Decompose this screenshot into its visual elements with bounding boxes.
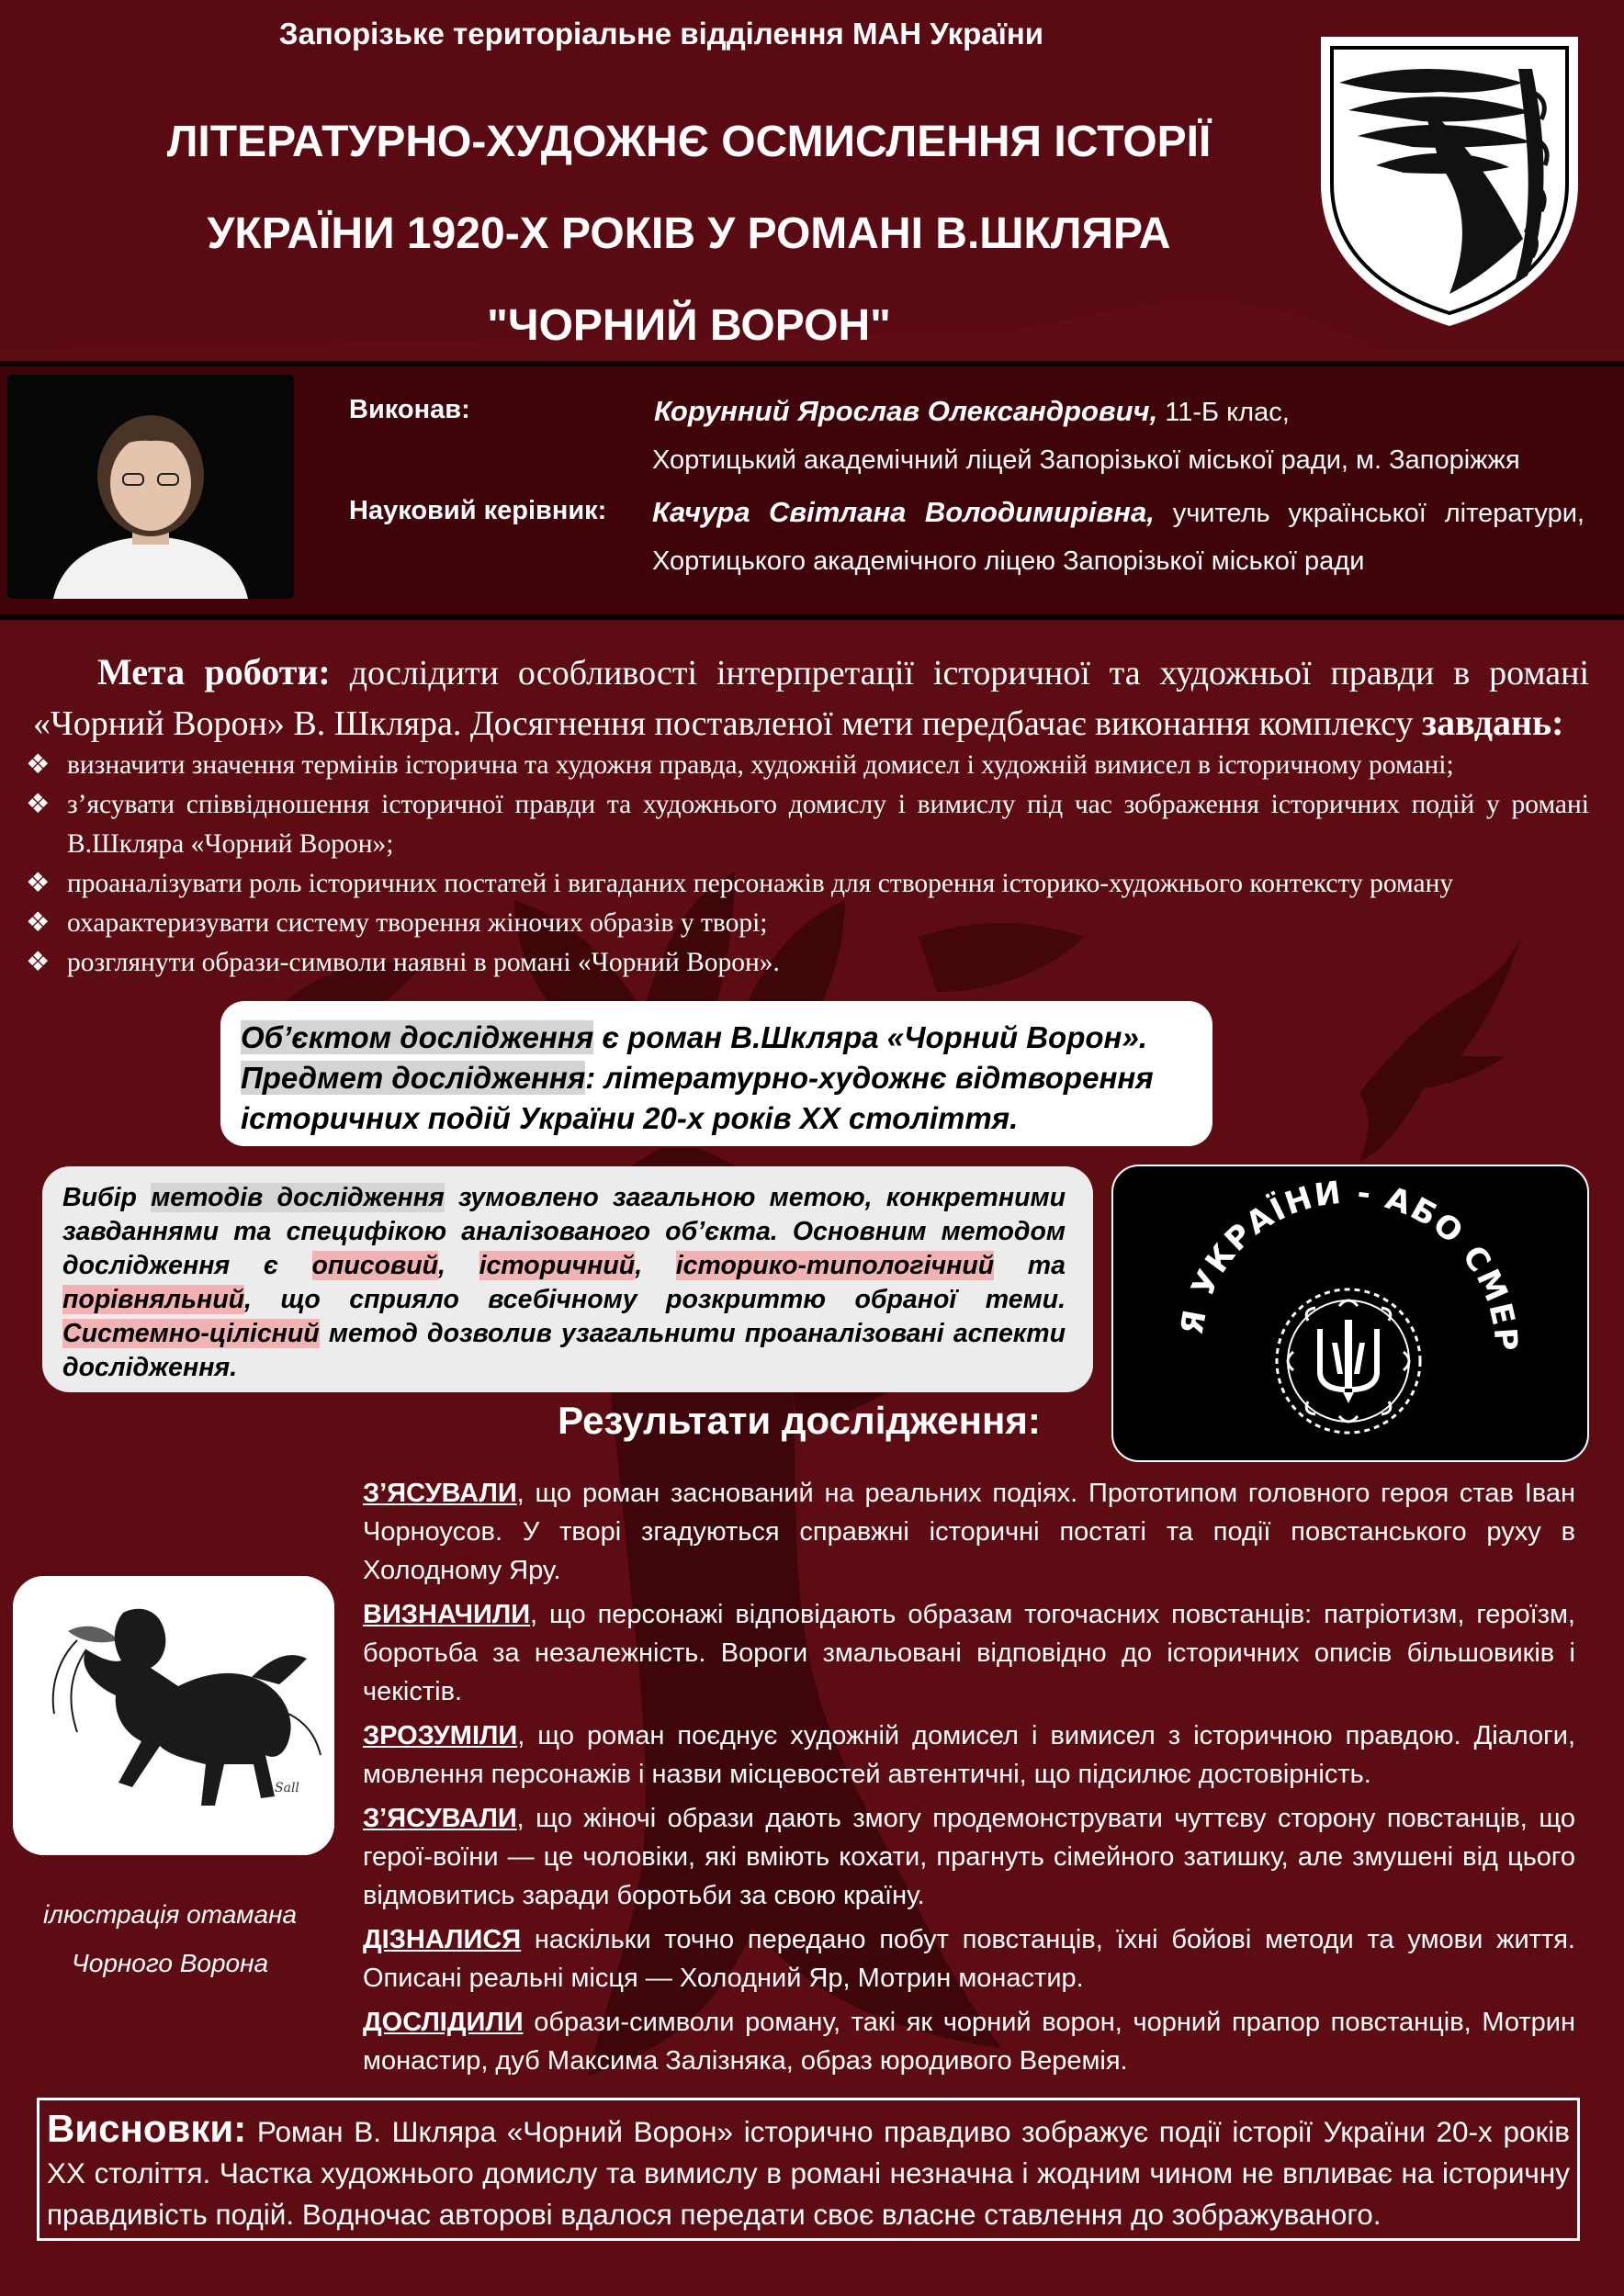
diamond-bullet-icon: ❖ — [26, 908, 51, 938]
conclusions-label: Висновки: — [47, 2107, 247, 2150]
result-text: , що роман заснований на реальних подіях. Прототипом головного героя став Іван Чорноусов. У творі згадуються справжні історичні постаті та події повстанського руху в Холодному Яру. — [363, 1479, 1575, 1585]
object-label: Об’єктом дослідження — [241, 1020, 594, 1054]
task-text: з’ясувати співвідношення історичної правди та художнього домислу і вимислу під час зображення історичних подій у романі В.Шкляра «Чорний Ворон»; — [67, 790, 1589, 859]
result-keyword: ЗРОЗУМІЛИ — [363, 1721, 518, 1750]
slogan-text: Я УКРАЇНИ - АБО СМЕР — [1173, 1174, 1525, 1354]
method-systemic: Системно-цілісний — [62, 1319, 320, 1348]
methods-label: методів дослідження — [151, 1183, 445, 1212]
methods-text: метод дозволив узагальнити проаналізовані аспекти дослідження. — [62, 1319, 1066, 1382]
illustration-caption — [18, 1890, 321, 1987]
goal-paragraph — [33, 647, 1589, 748]
result-keyword: ВИЗНАЧИЛИ — [363, 1600, 531, 1629]
author-class: 11-Б клас, — [1157, 398, 1290, 427]
diamond-bullet-icon: ❖ — [26, 750, 51, 780]
result-text: , що роман поєднує художній домисел і вимисел з історичною правдою. Діалоги, мовлення персонажів і назви місцевостей автентичні, що підсилює достовірність. — [363, 1721, 1575, 1789]
list-item — [363, 1474, 1575, 1590]
horseman-sketch-icon — [13, 1576, 334, 1855]
poster-title — [55, 96, 1323, 372]
list-item — [363, 1716, 1575, 1794]
results-title: Результати дослідження: — [558, 1399, 1041, 1442]
supervisor-label: Науковий керівник: — [349, 496, 607, 525]
result-keyword: ДІЗНАЛИСЯ — [363, 1925, 522, 1954]
conclusions-box — [37, 2098, 1580, 2241]
supervisor-school: Хортицького академічного ліцею Запорізької міської ради — [652, 546, 1365, 576]
caption-line-1: ілюстрація отамана — [42, 1900, 298, 1929]
subject-text: : літературно-художнє відтворення історичних подій України 20-х років ХХ століття. — [241, 1061, 1154, 1135]
title-line-2: УКРАЇНИ 1920-Х РОКІВ У РОМАНІ В.ШКЛЯРА — [207, 209, 1171, 258]
author-photo — [7, 375, 294, 599]
svg-text:ВОЛЯ УКРАЇНИ - АБО СМЕРТЬ! — [1113, 1166, 1524, 1354]
supervisor-role: учитель української літератури, — [1154, 499, 1585, 528]
title-line-1: ЛІТЕРАТУРНО-ХУДОЖНЄ ОСМИСЛЕННЯ ІСТОРІЇ — [166, 118, 1212, 166]
person-silhouette-icon — [7, 375, 294, 599]
task-text: проаналізувати роль історичних постатей і вигаданих персонажів для створення історико-художнього контексту роману — [67, 869, 1454, 898]
list-item — [363, 1799, 1575, 1915]
method-descriptive: описовий — [311, 1251, 439, 1280]
goal-label: Мета роботи: — [97, 651, 331, 692]
list-item — [26, 864, 1589, 904]
diamond-bullet-icon: ❖ — [26, 948, 51, 977]
diamond-bullet-icon: ❖ — [26, 790, 51, 819]
list-item — [363, 1920, 1575, 1998]
list-item — [26, 904, 1589, 943]
title-line-3: "ЧОРНИЙ ВОРОН" — [487, 301, 891, 350]
result-text: наскільки точно передано побут повстанців, їхні бойові методи та умови життя. Описані реальні місця — Холодний Яр, Мотрин монастир. — [363, 1925, 1575, 1993]
methods-text: , — [438, 1251, 479, 1280]
task-text: розглянути образи-символи наявні в романі «Чорний Ворон». — [67, 948, 780, 977]
goal-text: дослідити особливості інтерпретації історичної та художньої правди в романі «Чорний Ворон» В. Шкляра. Досягнення поставленої мети передбачає виконання комплексу — [33, 654, 1590, 743]
list-item — [363, 2003, 1575, 2080]
method-historical: історичний — [479, 1251, 636, 1280]
results-list — [363, 1474, 1575, 2086]
task-text: визначити значення термінів історична та художня правда, художній домисел і художній вимисел в історичному романі; — [67, 750, 1454, 780]
methods-box — [42, 1166, 1093, 1392]
trident-ornament-icon — [1277, 1289, 1420, 1433]
result-text: образи-символи роману, такі як чорний ворон, чорний прапор повстанців, Мотрин монастир, дуб Максима Залізняка, образ юродивого Веремія. — [363, 2008, 1575, 2076]
list-item — [26, 785, 1589, 864]
illustration-image — [13, 1576, 334, 1855]
organization-name: Запорізьке територіальне відділення МАН України — [278, 17, 1044, 51]
result-keyword: ДОСЛІДИЛИ — [363, 2008, 524, 2037]
methods-text: , — [635, 1251, 676, 1280]
result-keyword: З’ЯСУВАЛИ — [363, 1479, 517, 1508]
tasks-list — [26, 746, 1589, 983]
author-label: Виконав: — [349, 395, 470, 424]
author-school: Хортицький академічний ліцей Запорізької міської ради, м. Запоріжжя — [652, 445, 1520, 475]
object-subject-box — [220, 1001, 1212, 1146]
artist-signature: Sall — [275, 1781, 299, 1795]
methods-text: Вибір — [62, 1183, 152, 1212]
raven-shield-emblem-icon — [1312, 28, 1587, 331]
supervisor-line — [652, 496, 1585, 529]
author-name: Корунний Ярослав Олександрович, — [654, 395, 1158, 427]
conclusions-text: Роман В. Шкляра «Чорний Ворон» історично правдиво зображує події історії України 20-х років ХХ століття. Частка художнього домислу та вимислу в романі незначна і жодним чином не впливає на історичну правдивість подій. Водночас авторові вдалося передати своє власне ставлення до зображуваного. — [47, 2115, 1570, 2231]
list-item — [26, 746, 1589, 785]
object-text: є роман В.Шкляра «Чорний Ворон». — [593, 1020, 1147, 1054]
result-keyword: З’ЯСУВАЛИ — [363, 1804, 517, 1833]
method-typological: історико-типологічний — [675, 1251, 995, 1280]
result-text: , що персонажі відповідають образам тогочасних повстанців: патріотизм, героїзм, боротьба за незалежність. Вороги змальовані відповідно до історичних описів більшовиків і чекістів. — [363, 1600, 1575, 1706]
list-item — [363, 1595, 1575, 1711]
result-text: , що жіночі образи дають змогу продемонструвати чуттєву сторону повстанців, що герої-воїни — це чоловіки, які вміють кохати, прагнуть сімейного затишку, але змушені від цього відмовитись заради боротьби за свою країну. — [363, 1804, 1575, 1910]
method-comparative: порівняльний — [62, 1285, 245, 1314]
author-info — [349, 395, 1585, 597]
caption-line-2: Чорного Ворона — [71, 1949, 269, 1977]
author-name-line — [654, 395, 1585, 428]
diamond-bullet-icon: ❖ — [26, 869, 51, 898]
list-item — [26, 943, 1589, 983]
methods-text: та — [994, 1251, 1066, 1280]
methods-text: зумовлено загальною метою, конкретними завданнями та специфікою аналізованого об’єкта. Основним методом дослідження є — [62, 1183, 1066, 1280]
task-text: охарактеризувати систему творення жіночих образів у творі; — [67, 908, 768, 938]
methods-text: , що сприяло всебічному розкриттю обраної теми. — [244, 1285, 1066, 1314]
supervisor-name: Качура Світлана Володимирівна, — [652, 496, 1155, 528]
tasks-word: завдань: — [1422, 702, 1564, 743]
subject-label: Предмет дослідження — [241, 1061, 586, 1095]
